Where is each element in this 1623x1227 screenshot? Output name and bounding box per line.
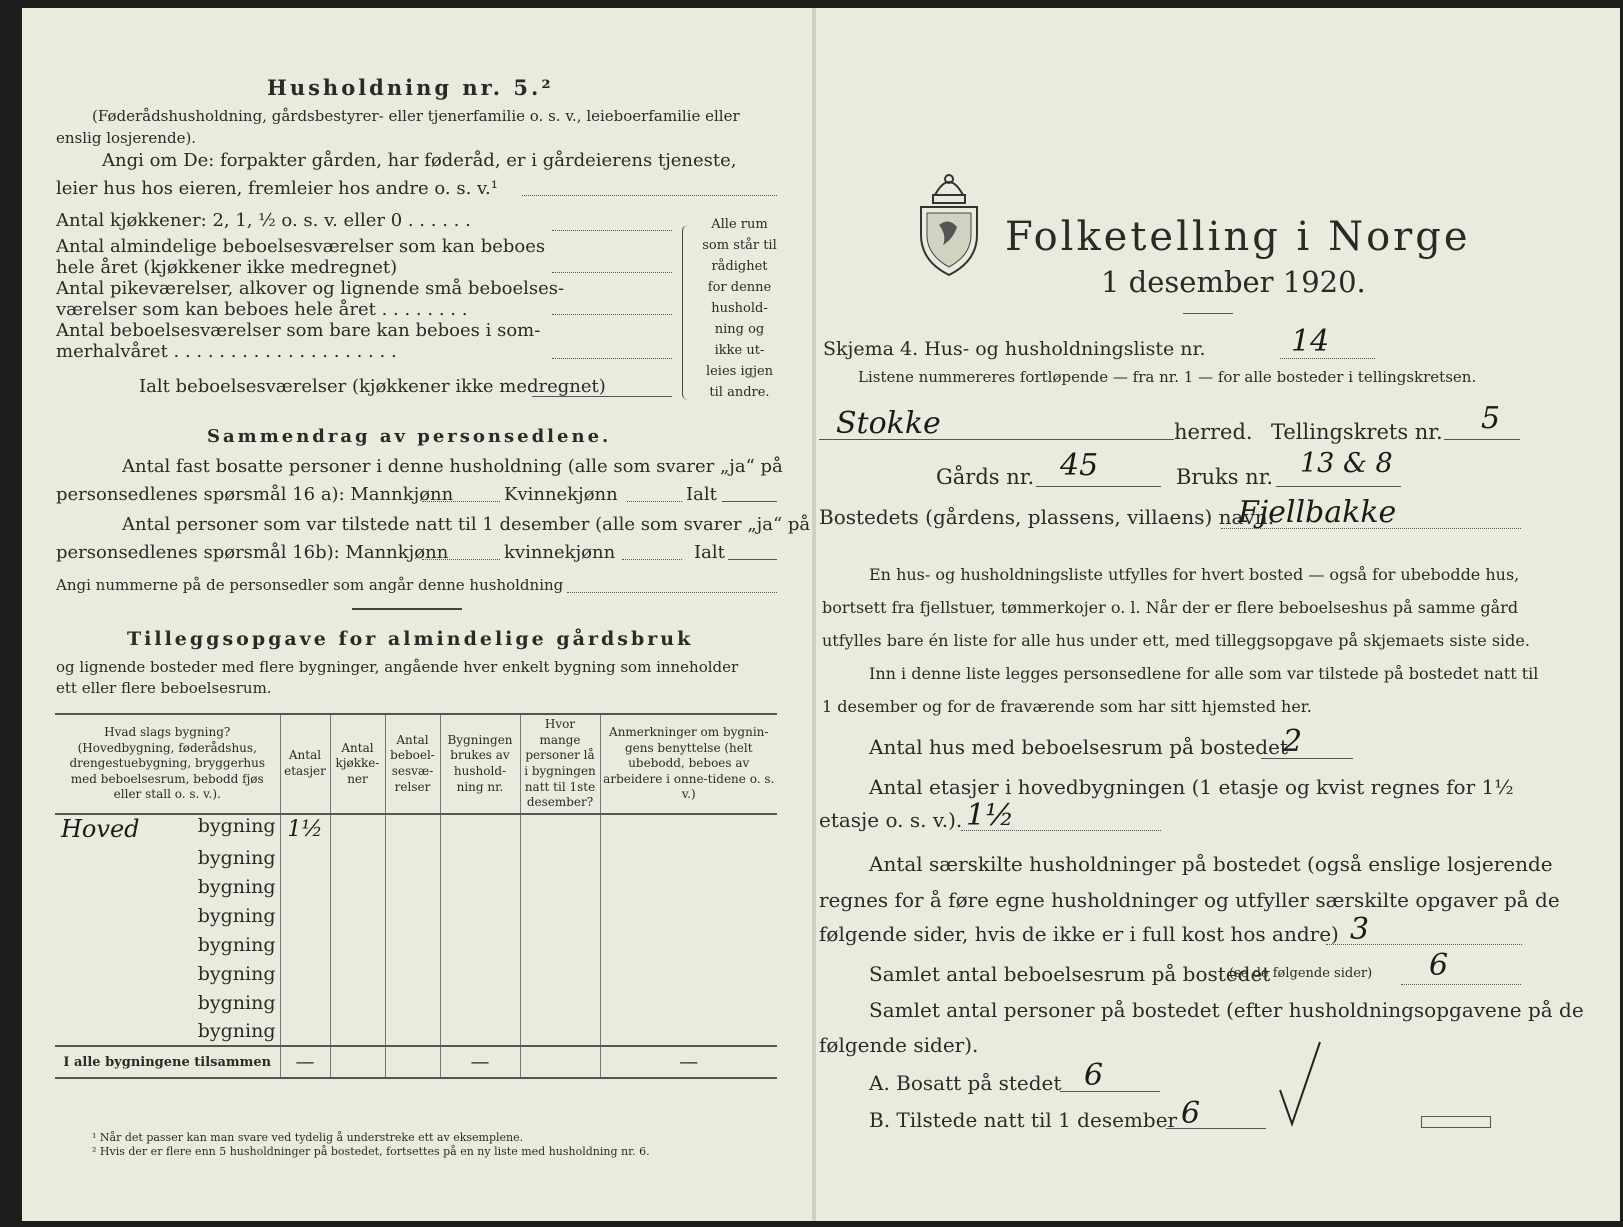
row-small-rooms-2: værelser som kan beboes hele året . . . . . . . . [56,299,468,320]
households-line-2: regnes for å føre egne husholdninger og utfyller særskilte opgaver på de [819,888,1560,912]
summary-title: Sammendrag av personsedlene. [207,426,612,447]
col-kitchens: Antal kjøkke-ner [330,714,385,814]
households-line-1: Antal særskilte husholdninger på bostedet (også enslige losjerende [869,852,1553,876]
building-word: bygning [55,959,280,988]
cell [280,872,330,901]
building-word: bygning [55,872,280,901]
floors-value: 1½ [966,798,1015,833]
summary-total-label-2: Ialt [694,542,725,563]
coat-of-arms-icon [913,165,985,277]
cell [330,1017,385,1046]
floors-cell [280,814,330,843]
building-word: bygning [55,1017,280,1046]
cell [600,959,777,988]
table-row [55,843,777,872]
instructions-3: utfylles bare én liste for alle hus under ett, med tilleggsopgave på skjemaets siste side. [822,631,1530,650]
side-note-line: for denne [707,280,772,295]
gards-label: Gårds nr. [936,465,1035,489]
gards-value: 45 [1060,448,1099,483]
floors-line-1: Antal etasjer i hovedbygningen (1 etasje og kvist regnes for 1½ [869,775,1514,799]
cell [600,901,777,930]
cell [520,843,600,872]
side-note-line: Alle rum [711,217,768,232]
cell [280,988,330,1017]
buildings-table [55,713,777,1079]
table-row [55,872,777,901]
cell [280,930,330,959]
building-word: bygning [55,843,280,872]
building-type-cell [55,814,280,843]
side-note-line: hushold- [711,301,768,316]
schema-number: 14 [1291,324,1330,359]
cell [520,930,600,959]
building-word: bygning [55,988,280,1017]
answer-line-total-rooms [532,396,672,397]
cell [520,1017,600,1046]
cell [280,1017,330,1046]
supplement-line-2: ett eller flere beboelsesrum. [56,679,272,697]
present-value: 6 [1181,1096,1201,1131]
col-remarks: Anmerkninger om bygnin-gens benyttelse (helt ubebodd, beboes av arbeidere i onne-tidene o. s. v.) [600,714,777,814]
cell [330,843,385,872]
bosted-value: Fjellbakke [1238,495,1397,530]
cell [440,959,520,988]
cell [440,843,520,872]
bruks-value: 13 & 8 [1300,448,1393,479]
answer-line-person-numbers [567,592,777,593]
cell [520,1046,600,1078]
occupancy-answer-line [522,195,777,196]
households-line [1326,944,1522,945]
bosted-line [1221,528,1521,529]
answer-line-total-resident [722,501,777,502]
building-type-value: Hoved [61,815,140,843]
summary-line-5: Angi nummerne på de personsedler som angår denne husholdning [56,576,564,594]
section-divider [352,608,462,610]
side-note-line: som står til [702,238,777,253]
schema-label: Skjema 4. Hus- og husholdningsliste nr. [823,338,1206,360]
footnote-2: ² Hvis der er flere enn 5 husholdninger på bostedet, fortsettes på en ny liste med husholdning nr. 6. [92,1145,650,1158]
floors-value: 1½ [287,816,323,842]
census-date: 1 desember 1920. [1101,265,1366,299]
row-kitchens: Antal kjøkkener: 2, 1, ½ o. s. v. eller 0 . . . . . . [56,210,471,231]
col-persons: Hvor mange personer lå i bygningen natt til 1ste desember? [520,714,600,814]
cell [330,1046,385,1078]
cell [440,814,520,843]
instructions-2: bortsett fra fjellstuer, tømmerkojer o. l. Når der er flere beboelseshus på samme gård [822,598,1519,617]
row-small-rooms-1: Antal pikeværelser, alkover og lignende små beboelses- [56,278,565,299]
cell [520,959,600,988]
floors-line [961,830,1161,831]
summary-line-2: personsedlenes spørsmål 16 a): Mannkjønn [56,484,454,505]
households-value: 3 [1350,912,1370,947]
side-note-line: ning og [714,322,765,337]
side-note [697,214,782,403]
cell [385,930,440,959]
answer-line-kitchens [552,230,672,231]
cell [600,843,777,872]
table-row [55,959,777,988]
check-mark-icon [1276,1038,1336,1128]
sum-remarks: — [600,1046,777,1078]
household-intro: (Føderådshusholdning, gårdsbestyrer- eller tjenerfamilie o. s. v., leieboerfamilie eller [92,107,740,125]
cell [600,988,777,1017]
cell [600,814,777,843]
building-word: bygning [197,815,276,837]
supplement-title: Tilleggsopgave for almindelige gårdsbruk [127,628,694,650]
rooms-value: 6 [1429,948,1449,983]
table-row [55,1017,777,1046]
cell [600,1017,777,1046]
present-label: B. Tilstede natt til 1 desember [869,1108,1178,1132]
resident-line [1060,1091,1160,1092]
answer-line-rooms [552,272,672,273]
cell [600,872,777,901]
krets-line [1444,439,1520,440]
instructions-1: En hus- og husholdningsliste utfylles for hvert bosted — også for ubebodde hus, [869,565,1520,584]
printer-stamp [1421,1116,1491,1128]
bruks-line [1276,486,1401,487]
cell [385,843,440,872]
rooms-note: (se de følgende sider) [1229,966,1373,981]
cell [280,959,330,988]
side-note-line: ikke ut- [714,343,765,358]
answer-line-small-rooms [552,314,672,315]
household-intro-2: enslig losjerende). [56,129,197,147]
row-summer-rooms-2: merhalvåret . . . . . . . . . . . . . . . . . . . . [56,341,397,362]
cell [330,814,385,843]
answer-line-total-present [728,559,777,560]
building-word: bygning [55,901,280,930]
rooms-line [1401,984,1521,985]
houses-line [1261,758,1353,759]
answer-line-summer-rooms [552,358,672,359]
table-row [55,901,777,930]
col-household-nr: Bygningen brukes av hushold-ning nr. [440,714,520,814]
cell [330,959,385,988]
rooms-label: Samlet antal beboelsesrum på bostedet [869,962,1271,986]
row-rooms-1: Antal almindelige beboelsesværelser som kan beboes [56,236,546,257]
sum-household: — [440,1046,520,1078]
building-word: bygning [55,930,280,959]
supplement-line-1: og lignende bosteder med flere bygninger, angående hver enkelt bygning som inneholder [56,658,739,676]
krets-value: 5 [1481,401,1501,436]
houses-value: 2 [1283,724,1303,759]
cell [280,843,330,872]
cell [330,988,385,1017]
col-rooms: Antal beboel-sesvæ-relser [385,714,440,814]
cell [520,901,600,930]
cell [600,930,777,959]
cell [385,872,440,901]
sum-floors: — [280,1046,330,1078]
row-total-rooms: Ialt beboelsesværelser (kjøkkener ikke medregnet) [139,376,606,397]
herred-label: herred. [1174,420,1253,444]
houses-label: Antal hus med beboelsesrum på bostedet [869,735,1288,759]
answer-line-men-resident [422,501,500,502]
title-divider [1183,313,1233,314]
side-note-line: rådighet [711,259,768,274]
row-summer-rooms-1: Antal beboelsesværelser som bare kan beboes i som- [56,320,541,341]
sum-label: I alle bygningene tilsammen [55,1046,280,1078]
cell [440,988,520,1017]
summary-line-3: Antal personer som var tilstede natt til 1 desember (alle som svarer „ja“ på [122,514,811,535]
cell [330,901,385,930]
summary-women-label: Kvinnekjønn [504,484,618,505]
numbering-note: Listene nummereres fortløpende — fra nr. 1 — for alle bosteder i tellingskretsen. [858,368,1477,386]
cell [520,814,600,843]
summary-line-1: Antal fast bosatte personer i denne husholdning (alle som svarer „ja“ på [122,456,783,477]
question-occupancy-1: Angi om De: forpakter gården, har føderåd, er i gårdeierens tjeneste, [102,150,737,171]
answer-line-women-present [622,559,682,560]
summary-total-label: Ialt [686,484,717,505]
table-row [55,988,777,1017]
cell [385,901,440,930]
cell [385,1046,440,1078]
instructions-4: Inn i denne liste legges personsedlene for alle som var tilstede på bostedet natt til [869,664,1539,683]
bruks-label: Bruks nr. [1176,465,1274,489]
cell [280,901,330,930]
table-header-row [55,714,777,814]
side-note-line: til andre. [709,385,770,400]
cell [440,901,520,930]
cell [330,872,385,901]
cell [440,1017,520,1046]
resident-value: 6 [1084,1058,1104,1093]
persons-line-1: Samlet antal personer på bostedet (efter husholdningsopgavene på de [869,998,1584,1022]
schema-number-line [1280,358,1375,359]
cell [520,988,600,1017]
resident-label: A. Bosatt på stedet [869,1071,1062,1095]
krets-label: Tellingskrets nr. [1271,420,1443,444]
census-title: Folketelling i Norge [1005,214,1471,260]
table-row [55,814,777,843]
cell [520,872,600,901]
col-building-type: Hvad slags bygning? (Hovedbygning, føderådshus, drengestuebygning, bryggerhus med beboelsesrum, bebodd fjøs eller stall o. s. v.). [55,714,280,814]
herred-value: Stokke [836,406,941,441]
bosted-label: Bostedets (gårdens, plassens, villaens) navn: [819,505,1275,529]
cell [440,872,520,901]
brace [682,225,692,400]
table-row [55,930,777,959]
row-rooms-2: hele året (kjøkkener ikke medregnet) [56,257,398,278]
answer-line-men-present [422,559,500,560]
question-occupancy-2: leier hus hos eieren, fremleier hos andre o. s. v.¹ [56,178,498,199]
right-page [816,8,1620,1221]
summary-women-label-2: kvinnekjønn [504,542,616,563]
floors-line-2: etasje o. s. v.). [819,808,963,832]
persons-line-2: følgende sider). [819,1033,979,1057]
summary-line-4: personsedlenes spørsmål 16b): Mannkjønn [56,542,449,563]
gards-line [1036,486,1161,487]
cell [440,930,520,959]
footnote-1: ¹ Når det passer kan man svare ved tydelig å understreke ett av eksemplene. [92,1131,524,1144]
side-note-line: leies igjen [705,364,774,379]
household-title: Husholdning nr. 5.² [267,75,554,100]
answer-line-women-resident [627,501,682,502]
cell [385,1017,440,1046]
households-line-3: følgende sider, hvis de ikke er i full kost hos andre) [819,922,1339,946]
instructions-5: 1 desember og for de fraværende som har sitt hjemsted her. [822,697,1312,716]
cell [385,814,440,843]
left-page [22,8,812,1221]
present-line [1166,1128,1266,1129]
cell [330,930,385,959]
table-sum-row [55,1046,777,1078]
col-floors: Antal etasjer [280,714,330,814]
cell [385,988,440,1017]
cell [385,959,440,988]
herred-line [819,439,1174,440]
